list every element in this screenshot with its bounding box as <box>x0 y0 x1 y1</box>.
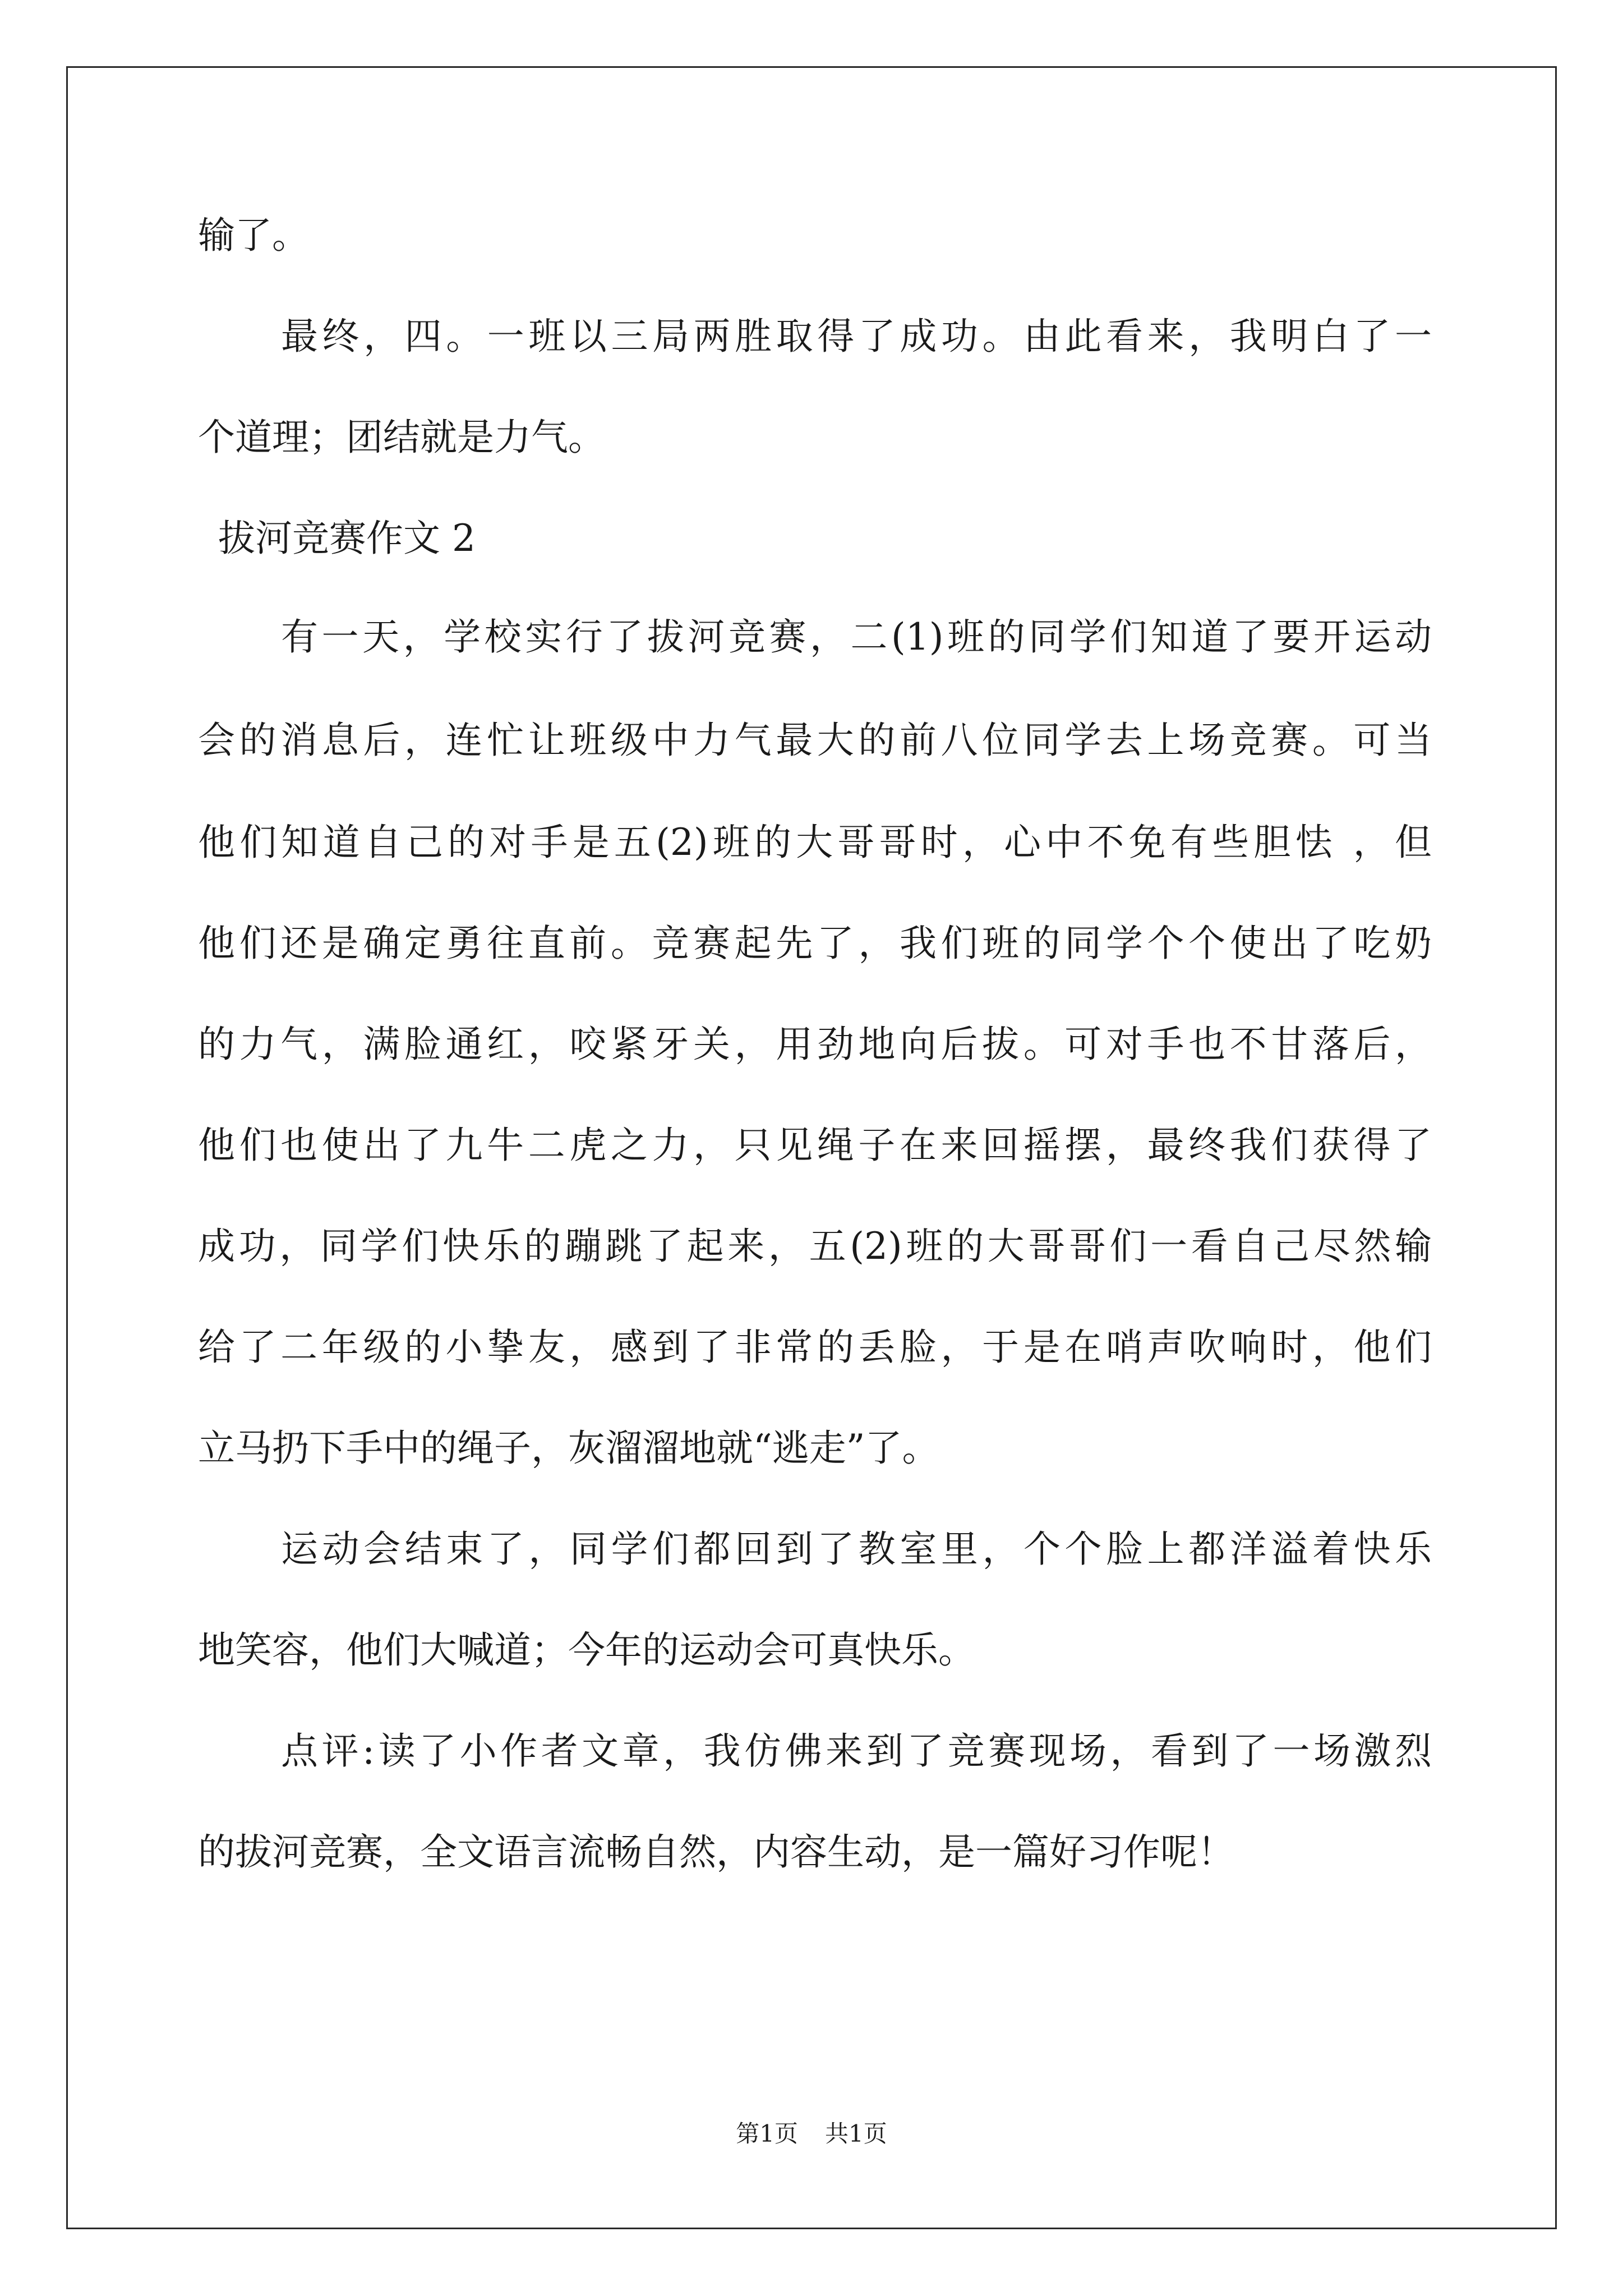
page-number-total: 共1页 <box>825 2120 887 2147</box>
paragraph-line: 的拔河竞赛，全文语言流畅自然，内容生动，是一篇好习作呢！ <box>198 1830 1234 1874</box>
paragraph-line: 地笑容，他们大喊道；今年的运动会可真快乐。 <box>198 1628 975 1672</box>
paragraph-line: 给了二年级的小挚友，感到了非常的丢脸，于是在哨声吹响时，他们 <box>198 1326 1432 1369</box>
paragraph-line: 成功，同学们快乐的蹦跳了起来，五(2)班的大哥哥们一看自己尽然输 <box>198 1225 1432 1268</box>
section-heading: 拔河竞赛作文 2 <box>218 517 476 560</box>
paragraph-line: 他们也使出了九牛二虎之力，只见绳子在来回摇摆，最终我们获得了 <box>198 1124 1432 1167</box>
paragraph-line: 会的消息后，连忙让班级中力气最大的前八位同学去上场竞赛。可当 <box>198 719 1432 762</box>
paragraph-line: 个道理；团结就是力气。 <box>198 416 605 459</box>
paragraph-line: 的力气，满脸通红，咬紧牙关，用劲地向后拔。可对手也不甘落后， <box>198 1023 1432 1066</box>
paragraph-line: 最终，四。一班以三局两胜取得了成功。由此看来，我明白了一 <box>281 315 1432 358</box>
page-footer <box>0 2119 1623 2148</box>
paragraph-line: 他们知道自己的对手是五(2)班的大哥哥时，心中不免有些胆怯 ，但 <box>198 821 1432 864</box>
paragraph-line: 输了。 <box>198 214 309 257</box>
paragraph-line: 他们还是确定勇往直前。竞赛起先了，我们班的同学个个使出了吃奶 <box>198 922 1432 965</box>
page-number-current: 第1页 <box>736 2120 798 2147</box>
paragraph-line: 运动会结束了，同学们都回到了教室里，个个脸上都洋溢着快乐 <box>281 1527 1432 1571</box>
paragraph-line: 立马扔下手中的绳子，灰溜溜地就“逃走”了。 <box>198 1427 939 1470</box>
paragraph-line: 有一天，学校实行了拔河竞赛，二(1)班的同学们知道了要开运动 <box>281 615 1432 659</box>
paragraph-line: 点评:读了小作者文章，我仿佛来到了竞赛现场，看到了一场激烈 <box>281 1729 1432 1773</box>
